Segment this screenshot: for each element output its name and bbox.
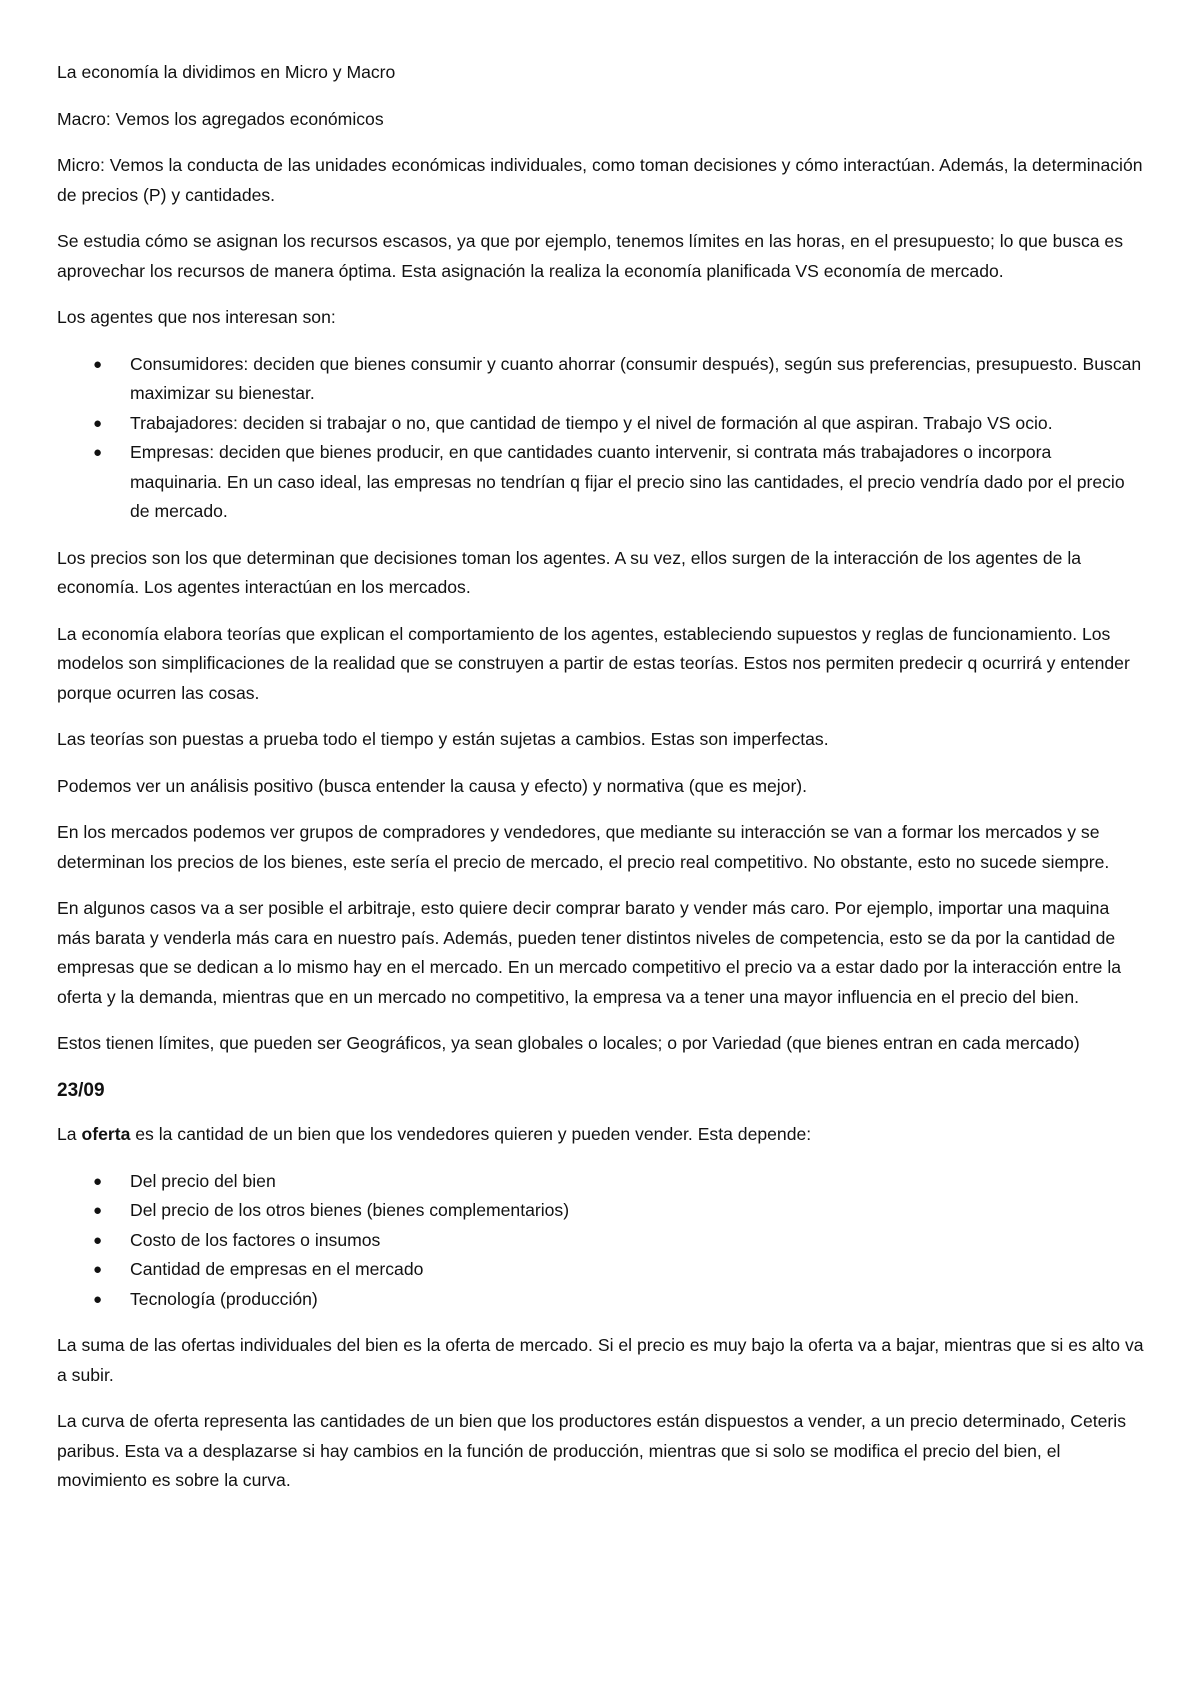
list-item-text: Empresas: deciden que bienes producir, en que cantidades cuanto intervenir, si contrata más trabajadores o incorpora maquinaria. En un caso ideal, las empresas no tendrían q fijar el precio sino las cantidades, el precio vendría dado por el precio de mercado.: [130, 442, 1125, 521]
paragraph-theories-tested: Las teorías son puestas a prueba todo el tiempo y están sujetas a cambios. Estas son imperfectas.: [57, 729, 829, 749]
document-body: [57, 58, 1147, 1513]
list-item-text: Tecnología (producción): [130, 1288, 318, 1309]
paragraph-prices: Los precios son los que determinan que decisiones toman los agentes. A su vez, ellos surgen de la interacción de los agentes de la economía. Los agentes interactúan en los mercados.: [57, 547, 1082, 597]
list-item: [57, 350, 1147, 409]
paragraph-micro: Micro: Vemos la conducta de las unidades económicas individuales, como toman decisiones y cómo interactúan. Además, la determinación de precios (P) y cantidades.: [57, 155, 1143, 205]
bullet-icon: [93, 1285, 101, 1315]
bullet-icon: [93, 409, 101, 439]
paragraph-market-supply: La suma de las ofertas individuales del bien es la oferta de mercado. Si el precio es muy bajo la oferta va a bajar, mientras que si es alto va a subir.: [57, 1335, 1144, 1385]
list-item: [57, 1255, 1147, 1285]
list-item-text: Consumidores: deciden que bienes consumir y cuanto ahorrar (consumir después), según sus preferencias, presupuesto. Buscan maximizar su bienestar.: [130, 353, 1142, 403]
bullet-icon: [93, 1255, 101, 1285]
date-heading: 23/09: [57, 1079, 105, 1101]
bullet-icon: [93, 1167, 101, 1197]
list-item-text: Costo de los factores o insumos: [130, 1229, 381, 1250]
agents-list: [57, 350, 1147, 527]
list-item: [57, 1226, 1147, 1256]
list-item: [57, 1196, 1147, 1226]
paragraph-oferta-definition: [57, 1120, 1147, 1150]
paragraph-analysis: Podemos ver un análisis positivo (busca entender la causa y efecto) y normativa (que es mejor).: [57, 775, 808, 796]
list-item: [57, 1167, 1147, 1197]
list-item: [57, 438, 1147, 527]
paragraph-theories: La economía elabora teorías que explican el comportamiento de los agentes, estableciendo supuestos y reglas de funcionamiento. Los modelos son simplificaciones de la realidad que se construyen a partir de estas teorías. Estos nos permiten predecir q ocurrirá y entender porque ocurren las cosas.: [57, 623, 1130, 703]
list-item-text: Cantidad de empresas en el mercado: [130, 1259, 424, 1279]
list-item-text: Del precio del bien: [130, 1170, 276, 1191]
list-item: [57, 1285, 1147, 1315]
bullet-icon: [93, 350, 101, 380]
oferta-term: oferta: [81, 1124, 131, 1144]
paragraph-intro: La economía la dividimos en Micro y Macro: [57, 62, 396, 82]
list-item-text: Del precio de los otros bienes (bienes complementarios): [130, 1200, 570, 1220]
oferta-factors-list: [57, 1167, 1147, 1315]
oferta-suffix: es la cantidad de un bien que los vendedores quieren y pueden vender. Esta depende:: [130, 1124, 812, 1144]
oferta-prefix: La: [57, 1124, 82, 1144]
paragraph-supply-curve: La curva de oferta representa las cantidades de un bien que los productores están dispuestos a vender, a un precio determinado, Ceteris paribus. Esta va a desplazarse si hay cambios en la función de producción, mientras que si solo se modifica el precio del bien, el movimiento es sobre la curva.: [57, 1411, 1127, 1490]
paragraph-scarce-resources: Se estudia cómo se asignan los recursos escasos, ya que por ejemplo, tenemos límites en las horas, en el presupuesto; lo que busca es aprovechar los recursos de manera óptima. Esta asignación la realiza la economía planificada VS economía de mercado.: [57, 231, 1123, 281]
paragraph-markets: En los mercados podemos ver grupos de compradores y vendedores, que mediante su interacción se van a formar los mercados y se determinan los precios de los bienes, este sería el precio de mercado, el precio real competitivo. No obstante, esto no sucede siempre.: [57, 822, 1110, 872]
bullet-icon: [93, 1196, 101, 1226]
list-item: [57, 409, 1147, 439]
list-item-text: Trabajadores: deciden si trabajar o no, que cantidad de tiempo y el nivel de formación al que aspiran. Trabajo VS ocio.: [130, 412, 1053, 433]
bullet-icon: [93, 1226, 101, 1256]
paragraph-limits: Estos tienen límites, que pueden ser Geográficos, ya sean globales o locales; o por Variedad (que bienes entran en cada mercado): [57, 1033, 1080, 1053]
paragraph-macro: Macro: Vemos los agregados económicos: [57, 108, 384, 129]
paragraph-agents-intro: Los agentes que nos interesan son:: [57, 307, 336, 327]
paragraph-arbitrage: En algunos casos va a ser posible el arbitraje, esto quiere decir comprar barato y vender más caro. Por ejemplo, importar una maquina más barata y venderla más cara en nuestro país. Además, pueden tener distintos niveles de competencia, esto se da por la cantidad de empresas que se dedican a lo mismo hay en el mercado. En un mercado competitivo el precio va a estar dado por la interacción entre la oferta y la demanda, mientras que en un mercado no competitivo, la empresa va a tener una mayor influencia en el precio del bien.: [57, 898, 1122, 1007]
bullet-icon: [93, 438, 101, 468]
